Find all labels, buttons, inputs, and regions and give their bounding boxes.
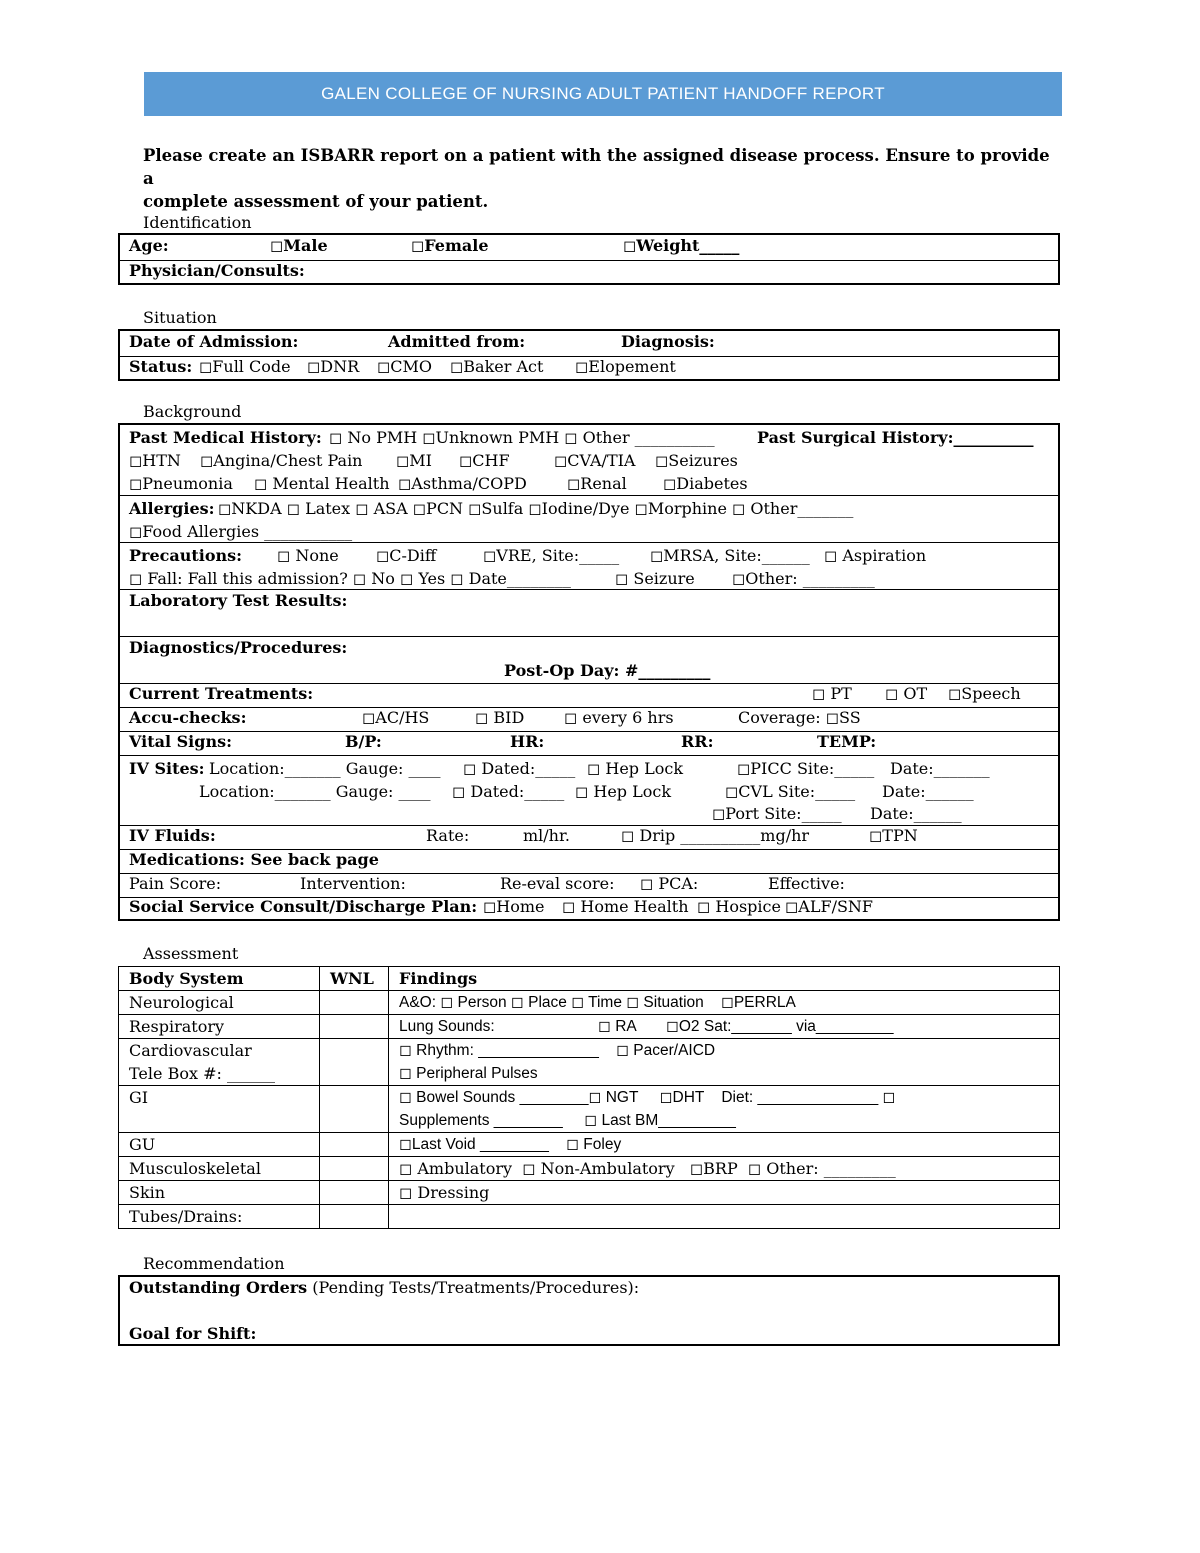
pmh-seizures[interactable]: ◻Seizures	[655, 451, 738, 470]
table-row	[119, 1086, 1060, 1133]
body-system-respiratory: Respiratory	[119, 1015, 320, 1039]
outstanding-orders-field[interactable]	[129, 1278, 639, 1297]
drip-field[interactable]: ◻ Drip __________mg/hr	[621, 826, 810, 845]
speech-checkbox[interactable]: ◻Speech	[948, 684, 1021, 703]
temp-field[interactable]: TEMP:	[817, 732, 877, 751]
pmh-asthma[interactable]: ◻Asthma/COPD	[398, 474, 527, 493]
cardiovascular-label: Cardiovascular	[129, 1041, 252, 1060]
weight-field[interactable]: ◻Weight_____	[623, 236, 740, 255]
pmh-mi[interactable]: ◻MI	[396, 451, 432, 470]
iv-sites-label: IV Sites:	[129, 759, 205, 778]
bp-field[interactable]: B/P:	[345, 732, 382, 751]
table-row	[119, 991, 1060, 1015]
report-title: GALEN COLLEGE OF NURSING ADULT PATIENT HANDOFF REPORT	[321, 84, 885, 103]
ac-hs-checkbox[interactable]: ◻AC/HS	[362, 708, 430, 727]
fall-precaution[interactable]: ◻ Fall: Fall this admission? ◻ No ◻ Yes ◻ Date________	[129, 569, 571, 588]
iv-location-1[interactable]: Location:_______ Gauge: ____	[209, 759, 441, 778]
pmh-mental-health[interactable]: ◻ Mental Health	[254, 474, 390, 493]
instructions-line-2: complete assessment of your patient.	[143, 192, 489, 211]
lab-results-field[interactable]: Laboratory Test Results:	[129, 591, 348, 610]
instructions-line-1: Please create an ISBARR report on a patient with the assigned disease process. Ensure to provide a	[143, 146, 1050, 188]
effective-field[interactable]: Effective:	[768, 874, 845, 893]
current-treatments-field[interactable]: Current Treatments:	[129, 684, 314, 703]
precaution-cdiff[interactable]: ◻C-Diff	[376, 546, 437, 565]
medical-history-section	[120, 425, 1058, 495]
identification-heading: Identification	[143, 213, 252, 232]
tele-box-field[interactable]: Tele Box #: ______	[129, 1064, 275, 1083]
findings-skin[interactable]: ◻ Dressing	[389, 1181, 1060, 1205]
every-6-hrs-checkbox[interactable]: ◻ every 6 hrs	[564, 708, 674, 727]
pmh-diabetes[interactable]: ◻Diabetes	[663, 474, 748, 493]
col-body-system: Body System	[119, 967, 320, 991]
body-system-cardiovascular	[119, 1039, 320, 1086]
bowel-sounds-field[interactable]: ◻ Bowel Sounds ________◻ NGT ◻DHT Diet: ______________ ◻	[399, 1089, 896, 1106]
port-date[interactable]: Date:______	[870, 804, 962, 823]
rhythm-field[interactable]: ◻ Rhythm: ______________ ◻ Pacer/AICD	[399, 1042, 716, 1059]
situation-box	[118, 329, 1060, 381]
iv-fluids-label: IV Fluids:	[129, 826, 216, 845]
pmh-renal[interactable]: ◻Renal	[567, 474, 627, 493]
body-system-skin: Skin	[119, 1181, 320, 1205]
cvl-date[interactable]: Date:______	[882, 782, 974, 801]
table-row	[119, 1133, 1060, 1157]
table-row	[119, 1181, 1060, 1205]
findings-cardiovascular	[389, 1039, 1060, 1086]
tpn-checkbox[interactable]: ◻TPN	[869, 826, 918, 845]
pt-checkbox[interactable]: ◻ PT	[812, 684, 852, 703]
wnl-cell[interactable]	[320, 1133, 389, 1157]
table-row	[119, 1039, 1060, 1086]
baker-act-checkbox[interactable]: ◻Baker Act	[450, 357, 544, 376]
iv-sites-section	[120, 755, 1058, 825]
ot-checkbox[interactable]: ◻ OT	[885, 684, 928, 703]
vital-signs-label: Vital Signs:	[129, 732, 232, 751]
allergies-options[interactable]: ◻NKDA ◻ Latex ◻ ASA ◻PCN ◻Sulfa ◻Iodine/Dye ◻Morphine ◻ Other_______	[218, 499, 854, 518]
precaution-aspiration[interactable]: ◻ Aspiration	[824, 546, 927, 565]
psh-field[interactable]: Past Surgical History:__________	[757, 428, 1034, 447]
pmh-options[interactable]: ◻ No PMH ◻Unknown PMH ◻ Other __________	[329, 428, 715, 447]
age-field[interactable]: Age:	[129, 236, 169, 255]
iv-dated-1[interactable]: ◻ Dated:_____	[463, 759, 576, 778]
assessment-table	[118, 966, 1060, 1229]
wnl-cell[interactable]	[320, 1039, 389, 1086]
post-op-day-field[interactable]: Post-Op Day: #_________	[504, 661, 711, 680]
re-eval-score-field[interactable]: Re-eval score:	[500, 874, 615, 893]
diagnosis-field[interactable]: Diagnosis:	[621, 332, 715, 351]
allergies-section	[120, 495, 1058, 542]
report-title-banner	[144, 72, 1062, 116]
findings-gi	[389, 1086, 1060, 1133]
diagnostics-field[interactable]: Diagnostics/Procedures:	[129, 638, 348, 657]
assessment-heading: Assessment	[143, 944, 239, 963]
iv-hep-lock-2[interactable]: ◻ Hep Lock	[575, 782, 672, 801]
body-system-gu: GU	[119, 1133, 320, 1157]
medications-note: Medications: See back page	[129, 850, 379, 869]
hospice-checkbox[interactable]: ◻ Hospice	[697, 897, 781, 916]
pmh-cva[interactable]: ◻CVA/TIA	[554, 451, 636, 470]
pmh-pneumonia[interactable]: ◻Pneumonia	[129, 474, 233, 493]
assessment-header-row	[119, 967, 1060, 991]
table-row	[119, 1205, 1060, 1229]
iv-dated-2[interactable]: ◻ Dated:_____	[452, 782, 565, 801]
ml-hr-label: ml/hr.	[523, 826, 570, 845]
bid-checkbox[interactable]: ◻ BID	[475, 708, 525, 727]
findings-tubes-drains[interactable]	[389, 1205, 1060, 1229]
iv-location-2[interactable]: Location:_______ Gauge: ____	[199, 782, 431, 801]
food-allergies-field[interactable]: ◻Food Allergies ___________	[129, 522, 353, 541]
pain-score-field[interactable]: Pain Score:	[129, 874, 222, 893]
identification-box	[118, 233, 1060, 285]
precaution-vre[interactable]: ◻VRE, Site:_____	[483, 546, 620, 565]
precaution-other[interactable]: ◻Other: _________	[732, 569, 875, 588]
coverage-ss-checkbox[interactable]: Coverage: ◻SS	[738, 708, 861, 727]
wnl-cell[interactable]	[320, 1086, 389, 1133]
rate-field[interactable]: Rate:	[426, 826, 470, 845]
supplements-field[interactable]: Supplements ________ ◻ Last BM_________	[399, 1112, 736, 1129]
findings-respiratory[interactable]: Lung Sounds: ◻ RA ◻O2 Sat:_______ via_________	[389, 1015, 1060, 1039]
discharge-plan-label: Social Service Consult/Discharge Plan:	[129, 897, 478, 916]
hr-field[interactable]: HR:	[510, 732, 545, 751]
wnl-cell[interactable]	[320, 1181, 389, 1205]
rr-field[interactable]: RR:	[681, 732, 714, 751]
outstanding-orders-label: Outstanding Orders	[129, 1278, 308, 1297]
pmh-chf[interactable]: ◻CHF	[459, 451, 510, 470]
female-checkbox[interactable]: ◻Female	[411, 236, 489, 255]
elopement-checkbox[interactable]: ◻Elopement	[575, 357, 676, 376]
male-checkbox[interactable]: ◻Male	[270, 236, 328, 255]
recommendation-heading: Recommendation	[143, 1254, 285, 1273]
col-wnl: WNL	[320, 967, 389, 991]
peripheral-pulses-checkbox[interactable]: ◻ Peripheral Pulses	[399, 1065, 538, 1082]
cmo-checkbox[interactable]: ◻CMO	[377, 357, 433, 376]
precautions-section	[120, 542, 1058, 589]
body-system-gi: GI	[119, 1086, 320, 1133]
table-row	[119, 1015, 1060, 1039]
background-box	[118, 423, 1060, 921]
findings-neurological[interactable]: A&O: ◻ Person ◻ Place ◻ Time ◻ Situation ◻PERRLA	[389, 991, 1060, 1015]
picc-site[interactable]: ◻PICC Site:_____	[737, 759, 875, 778]
status-label: Status:	[129, 357, 193, 376]
precaution-seizure[interactable]: ◻ Seizure	[615, 569, 695, 588]
dnr-checkbox[interactable]: ◻DNR	[307, 357, 360, 376]
admission-date-field[interactable]: Date of Admission:	[129, 332, 299, 351]
background-heading: Background	[143, 402, 242, 421]
body-system-tubes-drains: Tubes/Drains:	[119, 1205, 320, 1229]
home-checkbox[interactable]: ◻Home	[483, 897, 545, 916]
physician-field[interactable]: Physician/Consults:	[129, 261, 305, 280]
iv-hep-lock-1[interactable]: ◻ Hep Lock	[587, 759, 684, 778]
home-health-checkbox[interactable]: ◻ Home Health	[562, 897, 689, 916]
precaution-mrsa[interactable]: ◻MRSA, Site:______	[650, 546, 810, 565]
findings-musculoskeletal[interactable]: ◻ Ambulatory ◻ Non-Ambulatory ◻BRP ◻ Other: _________	[389, 1157, 1060, 1181]
allergies-label: Allergies:	[129, 499, 215, 518]
wnl-cell[interactable]	[320, 1157, 389, 1181]
intervention-field[interactable]: Intervention:	[300, 874, 406, 893]
instructions	[143, 144, 1063, 213]
col-findings: Findings	[389, 967, 1060, 991]
outstanding-orders-detail: (Pending Tests/Treatments/Procedures):	[307, 1278, 640, 1297]
findings-gu[interactable]: ◻Last Void ________ ◻ Foley	[389, 1133, 1060, 1157]
situation-heading: Situation	[143, 308, 217, 327]
goal-for-shift-field[interactable]: Goal for Shift:	[129, 1324, 257, 1343]
recommendation-box	[118, 1275, 1060, 1346]
full-code-checkbox[interactable]: ◻Full Code	[199, 357, 291, 376]
precautions-label: Precautions:	[129, 546, 243, 565]
wnl-cell[interactable]	[320, 1205, 389, 1229]
pmh-label: Past Medical History:	[129, 428, 322, 447]
picc-date[interactable]: Date:_______	[890, 759, 990, 778]
port-site[interactable]: ◻Port Site:_____	[712, 804, 842, 823]
cvl-site[interactable]: ◻CVL Site:_____	[725, 782, 856, 801]
admitted-from-field[interactable]: Admitted from:	[388, 332, 526, 351]
table-row	[119, 1157, 1060, 1181]
body-system-musculoskeletal: Musculoskeletal	[119, 1157, 320, 1181]
pmh-angina[interactable]: ◻Angina/Chest Pain	[200, 451, 363, 470]
accu-checks-label: Accu-checks:	[129, 708, 247, 727]
alf-snf-checkbox[interactable]: ◻ALF/SNF	[785, 897, 874, 916]
wnl-cell[interactable]	[320, 991, 389, 1015]
precaution-none[interactable]: ◻ None	[277, 546, 339, 565]
pca-checkbox[interactable]: ◻ PCA:	[640, 874, 699, 893]
pmh-htn[interactable]: ◻HTN	[129, 451, 181, 470]
body-system-neurological: Neurological	[119, 991, 320, 1015]
wnl-cell[interactable]	[320, 1015, 389, 1039]
